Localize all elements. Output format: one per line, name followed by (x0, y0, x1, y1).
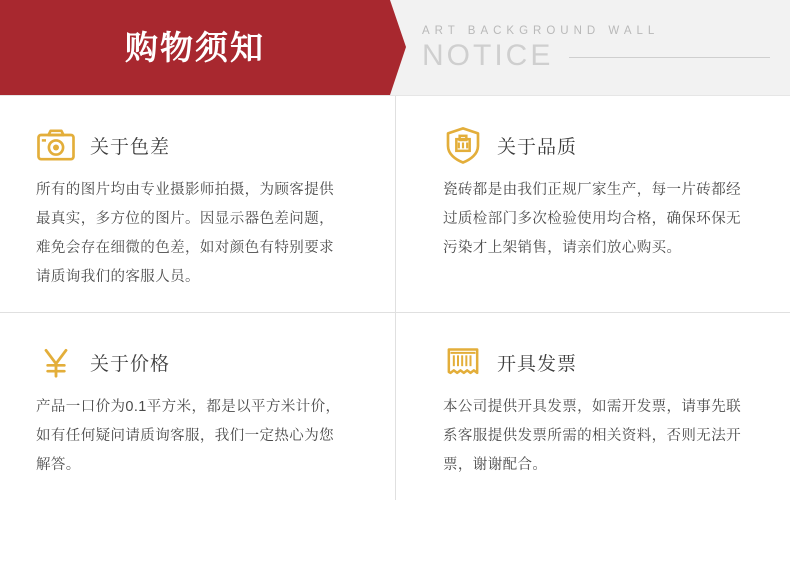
notice-block-price (0, 313, 395, 500)
notice-block-title: 关于色差 (90, 136, 171, 158)
notice-block-header (36, 122, 343, 168)
invoice-icon (443, 342, 483, 382)
notice-block-header (36, 339, 343, 385)
page-header (0, 0, 790, 95)
notice-block-text: 所有的图片均由专业摄影师拍摄，为顾客提供最真实，多方位的图片。因显示器色差问题，难免会存在细微的色差，如对颜色有特别要求请质询我们的客服人员。 (36, 182, 334, 285)
notice-block-title: 关于品质 (497, 136, 578, 158)
header-title-banner (0, 0, 390, 95)
notice-block-text: 产品一口价为0.1平方米，都是以平方米计价，如有任何疑问请质询客服，我们一定热心为您解答。 (36, 399, 341, 473)
notice-block-text: 瓷砖都是由我们正规厂家生产，每一片砖都经过质检部门多次检验使用均合格，确保环保无污染才上架销售，请亲们放心购买。 (443, 182, 741, 256)
notice-block-quality (395, 96, 790, 312)
yen-price-icon (36, 342, 76, 382)
shield-quality-icon (443, 125, 483, 165)
notice-row (0, 313, 790, 500)
notice-block-color (0, 96, 395, 312)
notice-grid (0, 96, 790, 500)
camera-icon (36, 125, 76, 165)
header-notch-shape (390, 0, 406, 95)
notice-block-invoice (395, 313, 790, 500)
header-divider-line (569, 57, 770, 58)
header-notice-row (422, 38, 790, 72)
notice-block-header (443, 339, 748, 385)
notice-block-text: 本公司提供开具发票，如需开发票，请事先联系客服提供发票所需的相关资料，否则无法开票，谢谢配合。 (443, 399, 741, 473)
header-subtitle-english: ART BACKGROUND WALL (422, 24, 660, 37)
header-notice-word: NOTICE (422, 38, 554, 72)
notice-block-header (443, 122, 748, 168)
header-subtitle-area (390, 0, 790, 95)
notice-row (0, 96, 790, 312)
page-title: 购物须知 (125, 29, 265, 66)
notice-block-title: 关于价格 (90, 353, 171, 375)
notice-block-title: 开具发票 (497, 353, 578, 375)
